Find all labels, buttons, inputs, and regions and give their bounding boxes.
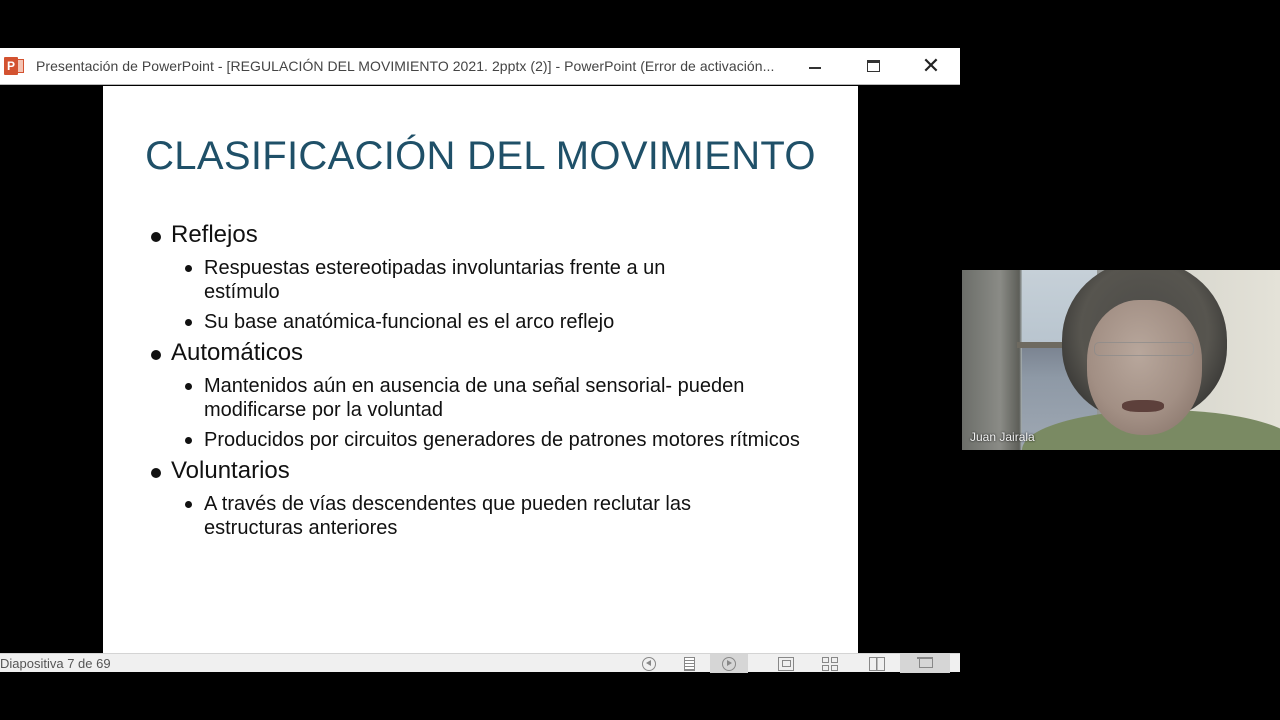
sub-bullet: Respuestas estereotipadas involuntarias frente a un estímulo	[183, 256, 743, 304]
minimize-icon	[809, 67, 821, 69]
notes-icon	[684, 657, 695, 671]
powerpoint-window	[0, 48, 960, 672]
slide-title: CLASIFICACIÓN DEL MOVIMIENTO	[145, 134, 816, 178]
normal-view-button[interactable]	[766, 654, 806, 673]
maximize-button[interactable]	[844, 48, 902, 85]
bullet-reflejos: Reflejos	[149, 220, 829, 250]
powerpoint-icon: P	[4, 56, 24, 76]
window-title: Presentación de PowerPoint - [REGULACIÓN DEL MOVIMIENTO 2021. 2pptx (2)] - PowerPoint (Error de activación...	[36, 58, 775, 74]
sub-bullet: A través de vías descendentes que pueden reclutar las estructuras anteriores	[183, 492, 773, 540]
reading-view-button[interactable]	[854, 654, 900, 673]
reading-view-icon	[869, 657, 885, 671]
bullet-automaticos: Automáticos	[149, 338, 829, 368]
sub-bullet: Producidos por circuitos generadores de patrones motores rítmicos	[183, 428, 823, 452]
view-controls	[630, 654, 950, 673]
slide[interactable]	[103, 86, 858, 653]
close-button[interactable]	[902, 48, 960, 85]
video-person-mouth	[1122, 400, 1164, 412]
previous-icon	[642, 657, 656, 671]
participant-video[interactable]	[962, 270, 1280, 450]
sub-bullet: Mantenidos aún en ausencia de una señal sensorial- pueden modificarse por la voluntad	[183, 374, 758, 422]
minimize-button[interactable]	[786, 48, 844, 85]
slideshow-icon	[917, 657, 933, 670]
notes-button[interactable]	[668, 654, 710, 673]
bullet-list	[149, 216, 829, 540]
window-controls	[786, 48, 960, 85]
close-icon: ✕	[921, 53, 941, 78]
slide-area	[0, 86, 960, 653]
slideshow-button[interactable]	[900, 654, 950, 673]
next-icon	[722, 657, 736, 671]
bullet-voluntarios: Voluntarios	[149, 456, 829, 486]
slide-sorter-button[interactable]	[806, 654, 854, 673]
title-bar[interactable]	[0, 48, 960, 85]
sub-bullet: Su base anatómica-funcional es el arco reflejo	[183, 310, 829, 334]
video-person-glasses	[1094, 342, 1194, 356]
next-button[interactable]	[710, 654, 748, 673]
slide-sorter-icon	[822, 657, 838, 671]
slide-counter: Diapositiva 7 de 69	[0, 656, 111, 671]
normal-view-icon	[778, 657, 794, 671]
previous-button[interactable]	[630, 654, 668, 673]
video-person-face	[1087, 300, 1202, 435]
status-bar	[0, 653, 960, 672]
participant-name: Juan Jairala	[970, 430, 1035, 444]
maximize-icon	[867, 60, 880, 72]
